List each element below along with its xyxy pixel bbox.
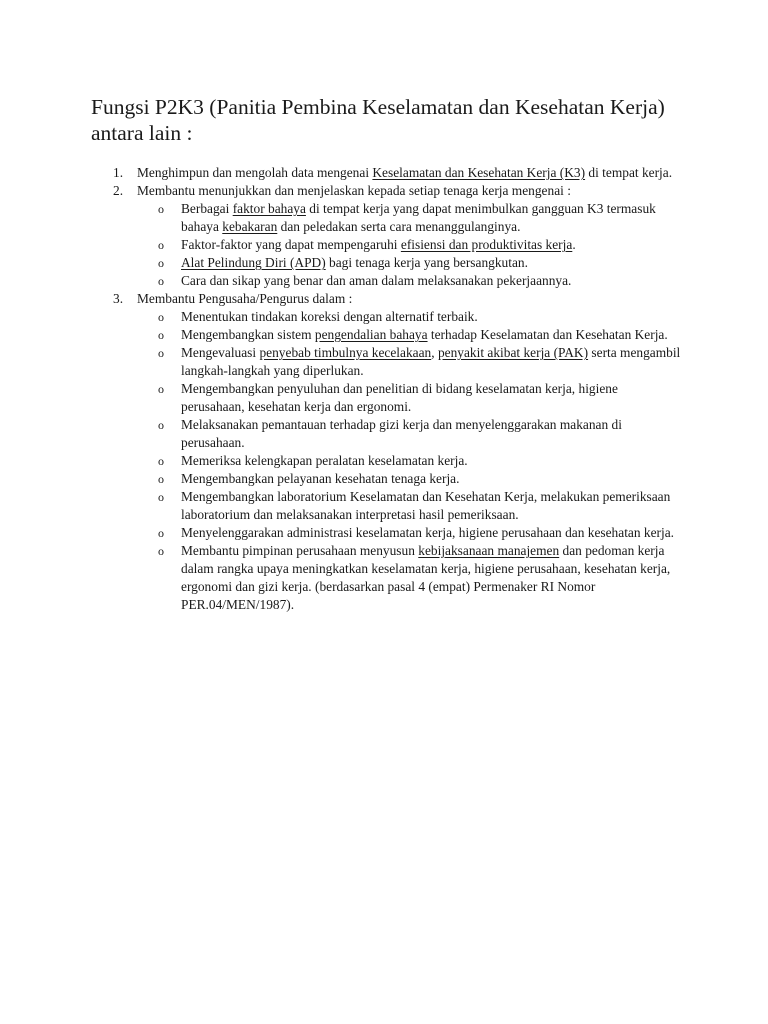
list-item-text: Menghimpun dan mengolah data mengenai <box>137 165 373 180</box>
sub-item-text: Membantu pimpinan perusahaan menyusun <box>181 543 419 558</box>
bullet-icon: o <box>158 274 164 288</box>
bullet-icon: o <box>158 256 164 270</box>
bullet-icon: o <box>158 454 164 468</box>
sub-list <box>0 308 682 614</box>
sub-item-text: Mengevaluasi <box>181 345 260 360</box>
sub-list-item <box>0 236 681 254</box>
sub-item-text: Menentukan tindakan koreksi dengan alternatif terbaik. <box>181 309 478 324</box>
list-item-3 <box>0 290 682 614</box>
list-number: 1. <box>113 165 124 180</box>
bullet-icon: o <box>158 526 164 540</box>
link-faktor-bahaya[interactable]: faktor bahaya <box>232 201 306 216</box>
sub-list-item <box>0 452 681 470</box>
sub-item-text: serta mengambil langkah-langkah yang diperlukan. <box>181 345 681 378</box>
sub-item-text: Berbagai <box>181 201 233 216</box>
link-efisiensi-produktivitas[interactable]: efisiensi dan produktivitas kerja <box>400 237 573 252</box>
sub-item-text: Mengembangkan pelayanan kesehatan tenaga kerja. <box>181 471 460 486</box>
list-item-2 <box>0 182 682 290</box>
sub-list-item <box>0 272 681 290</box>
bullet-icon: o <box>158 346 164 360</box>
sub-list-item <box>0 524 681 542</box>
p2k3-function-list <box>0 164 768 614</box>
link-kebijaksanaan-manajemen[interactable]: kebijaksanaan manajemen <box>418 543 560 558</box>
sub-list-item <box>0 200 681 236</box>
bullet-icon: o <box>158 382 164 396</box>
bullet-icon: o <box>158 544 164 558</box>
bullet-icon: o <box>158 490 164 504</box>
sub-item-text: terhadap Keselamatan dan Kesehatan Kerja. <box>427 327 668 342</box>
bullet-icon: o <box>158 202 164 216</box>
bullet-icon: o <box>158 418 164 432</box>
list-item-text: di tempat kerja. <box>585 165 673 180</box>
bullet-icon: o <box>158 328 164 342</box>
sub-item-text: Mengembangkan penyuluhan dan penelitian di bidang keselamatan kerja, higiene perusahaan, kesehatan kerja dan ergonomi. <box>181 381 618 414</box>
sub-item-text: . <box>572 237 576 252</box>
sub-item-text: Mengembangkan sistem <box>181 327 315 342</box>
link-k3[interactable]: Keselamatan dan Kesehatan Kerja (K3) <box>372 165 586 180</box>
sub-list-item <box>0 254 681 272</box>
sub-list-item <box>0 326 681 344</box>
sub-list-item <box>0 488 681 524</box>
bullet-icon: o <box>158 472 164 486</box>
sub-item-text: Faktor-faktor yang dapat mempengaruhi <box>181 237 401 252</box>
sub-item-text: Melaksanakan pemantauan terhadap gizi kerja dan menyelenggarakan makanan di perusahaan. <box>181 417 622 450</box>
list-number: 3. <box>113 291 124 306</box>
page-title: Fungsi P2K3 (Panitia Pembina Keselamatan dan Kesehatan Kerja) antara lain : <box>91 95 665 145</box>
sub-item-text: dan peledakan serta cara menanggulanginya. <box>277 219 521 234</box>
sub-list-item <box>0 416 681 452</box>
sub-item-text: Memeriksa kelengkapan peralatan keselamatan kerja. <box>181 453 468 468</box>
sub-list-item <box>0 380 681 416</box>
bullet-icon: o <box>158 238 164 252</box>
link-pengendalian-bahaya[interactable]: pengendalian bahaya <box>314 327 428 342</box>
sub-list-item <box>0 308 681 326</box>
sub-list-item <box>0 470 681 488</box>
list-item-text: Membantu Pengusaha/Pengurus dalam : <box>137 291 353 306</box>
link-kebakaran[interactable]: kebakaran <box>222 219 278 234</box>
sub-item-text: Mengembangkan laboratorium Keselamatan dan Kesehatan Kerja, melakukan pemeriksaan laboratorium dan melaksanakan interpretasi hasil pemeriksaan. <box>181 489 671 522</box>
list-number: 2. <box>113 183 124 198</box>
sub-item-text: bagi tenaga kerja yang bersangkutan. <box>325 255 528 270</box>
sub-list-item <box>0 344 681 380</box>
sub-item-text: Cara dan sikap yang benar dan aman dalam melaksanakan pekerjaannya. <box>181 273 572 288</box>
list-item-1 <box>0 164 682 182</box>
sub-item-text: , <box>431 345 438 360</box>
link-pak[interactable]: penyakit akibat kerja (PAK) <box>437 345 589 360</box>
link-penyebab-kecelakaan[interactable]: penyebab timbulnya kecelakaan <box>259 345 432 360</box>
list-item-text: Membantu menunjukkan dan menjelaskan kepada setiap tenaga kerja mengenai : <box>137 183 571 198</box>
sub-list <box>0 200 682 290</box>
link-apd[interactable]: Alat Pelindung Diri (APD) <box>181 255 326 270</box>
sub-item-text: Menyelenggarakan administrasi keselamatan kerja, higiene perusahaan dan kesehatan kerja. <box>181 525 675 540</box>
sub-item-text: di tempat kerja yang dapat menimbulkan gangguan K3 termasuk bahaya <box>181 201 656 234</box>
sub-item-text: dan pedoman kerja dalam rangka upaya meningkatkan keselamatan kerja, higiene perusahaan, kesehatan kerja, ergonomi dan gizi kerja. (berdasarkan pasal 4 (empat) Permenaker RI Nomor PER.04/MEN/1987). <box>181 543 671 612</box>
sub-list-item <box>0 542 681 614</box>
bullet-icon: o <box>158 310 164 324</box>
